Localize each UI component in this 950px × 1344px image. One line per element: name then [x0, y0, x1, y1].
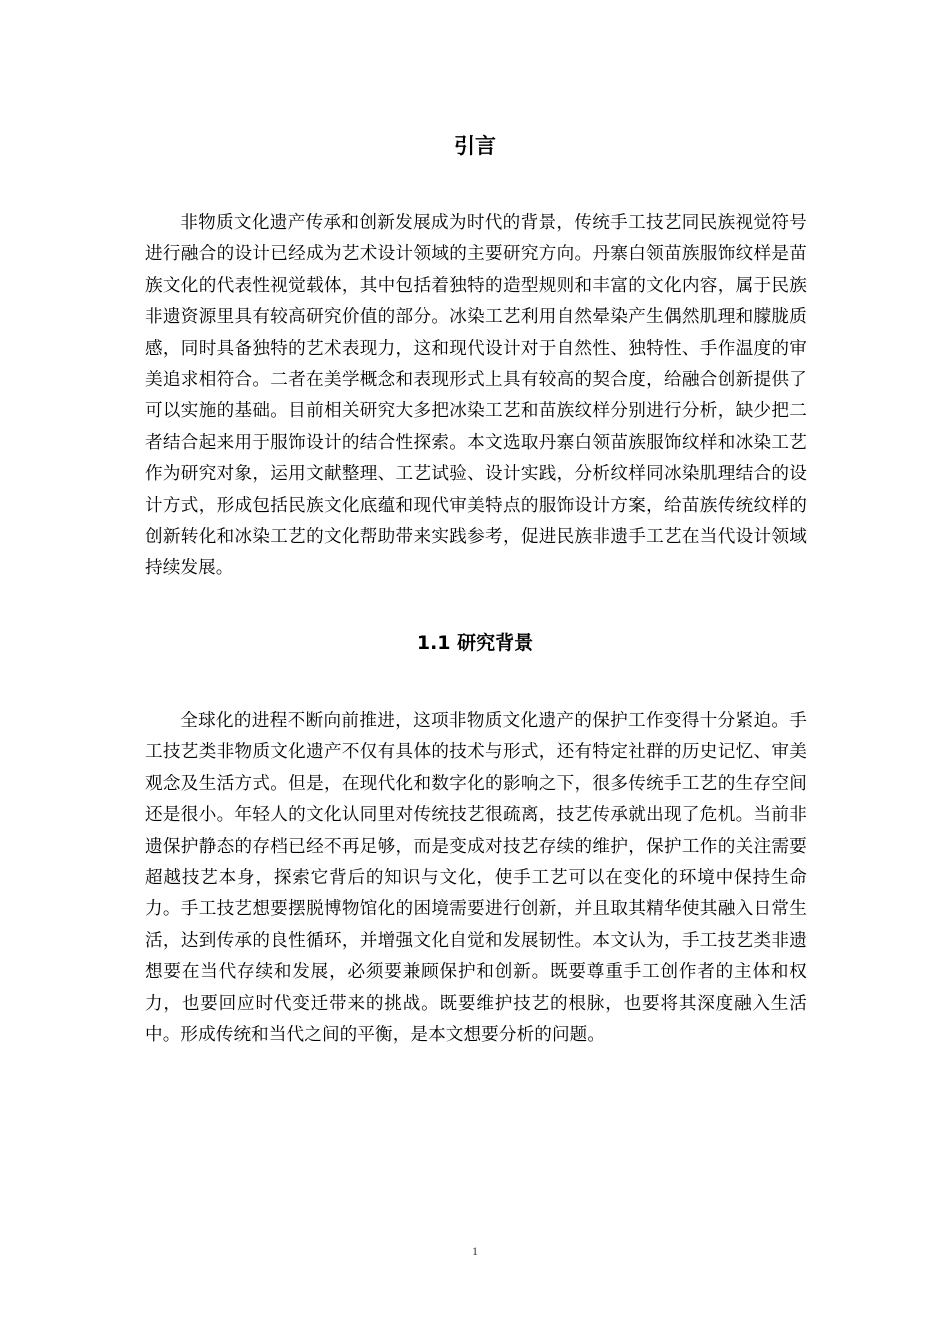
- intro-paragraph: 非物质文化遗产传承和创新发展成为时代的背景，传统手工技艺同民族视觉符号进行融合的设计已经成为艺术设计领域的主要研究方向。丹寨白领苗族服饰纹样是苗族文化的代表性视觉载体，其中包括着独特的造型规则和丰富的文化内容，属于民族非遗资源里具有较高研究价值的部分。冰染工艺利用自然晕染产生偶然肌理和朦胧质感，同时具备独特的艺术表现力，这和现代设计对于自然性、独特性、手作温度的审美追求相符合。二者在美学概念和表现形式上具有较高的契合度，给融合创新提供了可以实施的基础。目前相关研究大多把冰染工艺和苗族纹样分别进行分析，缺少把二者结合起来用于服饰设计的结合性探索。本文选取丹寨白领苗族服饰纹样和冰染工艺作为研究对象，运用文献整理、工艺试验、设计实践，分析纹样同冰染肌理结合的设计方式，形成包括民族文化底蕴和现代审美特点的服饰设计方案，给苗族传统纹样的创新转化和冰染工艺的文化帮助带来实践参考，促进民族非遗手工艺在当代设计领域持续发展。: [145, 213, 807, 579]
- section-heading: 1.1 研究背景: [416, 632, 534, 654]
- page-title: 引言: [454, 134, 496, 158]
- page-number: 1: [472, 1244, 478, 1258]
- section-paragraph: 全球化的进程不断向前推进，这项非物质文化遗产的保护工作变得十分紧迫。手工技艺类非物质文化遗产不仅有具体的技术与形式，还有特定社群的历史记忆、审美观念及生活方式。但是，在现代化和数字化的影响之下，很多传统手工艺的生存空间还是很小。年轻人的文化认同里对传统技艺很疏离，技艺传承就出现了危机。当前非遗保护静态的存档已经不再足够，而是变成对技艺存续的维护，保护工作的关注需要超越技艺本身，探索它背后的知识与文化，使手工艺可以在变化的环境中保持生命力。手工技艺想要摆脱博物馆化的困境需要进行创新，并且取其精华使其融入日常生活，达到传承的良性循环，并增强文化自觉和发展韧性。本文认为，手工技艺类非遗想要在当代存续和发展，必须要兼顾保护和创新。既要尊重手工创作者的主体和权力，也要回应时代变迁带来的挑战。既要维护技艺的根脉，也要将其深度融入生活中。形成传统和当代之间的平衡，是本文想要分析的问题。: [145, 711, 807, 1046]
